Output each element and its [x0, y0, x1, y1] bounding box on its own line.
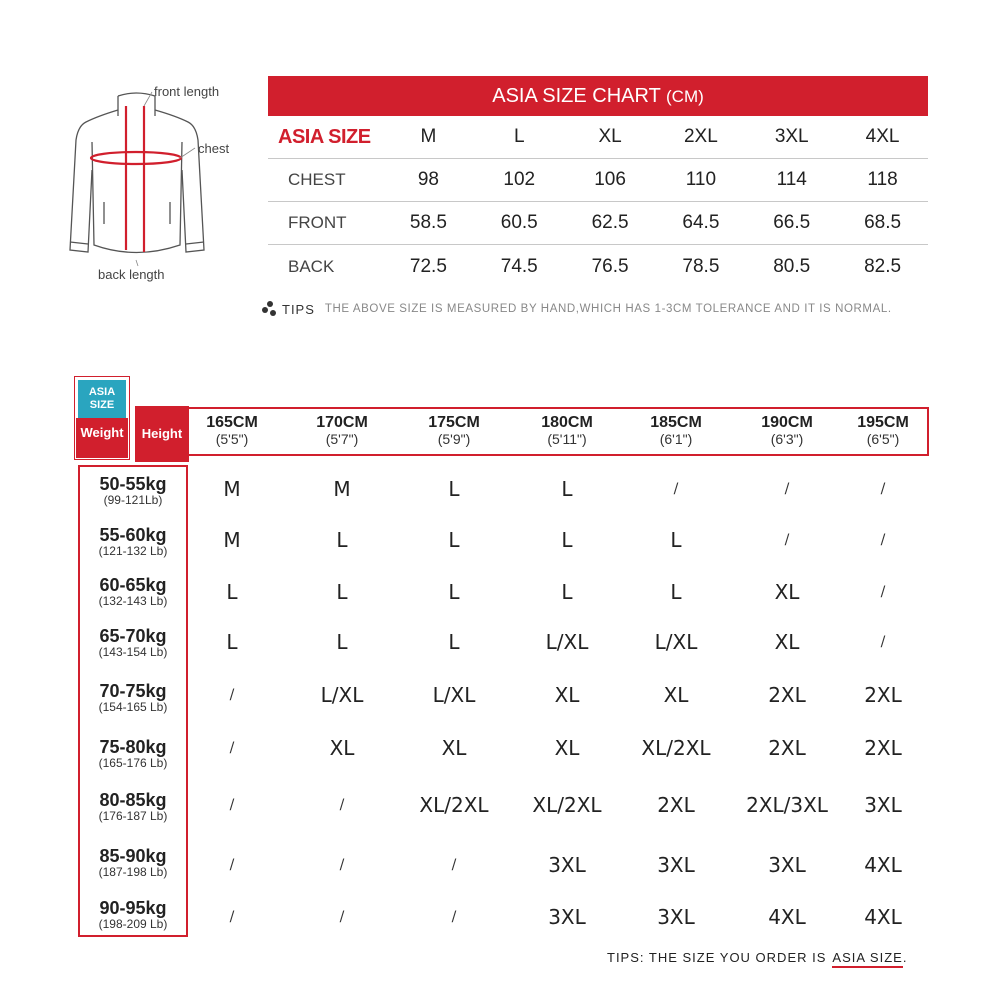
size-cell: 3XL [548, 905, 586, 929]
size-cell: 2XL [768, 736, 806, 760]
size-chart-title [268, 76, 928, 116]
size-cell: L/XL [545, 630, 589, 654]
table-cell: 64.5 [682, 212, 720, 233]
height-ft: (5'11") [547, 431, 587, 447]
weight-row-label [78, 899, 188, 931]
size-cell: L/XL [320, 683, 364, 707]
size-cell: L [226, 630, 238, 654]
height-header-cell [621, 414, 731, 447]
size-cell: 2XL [768, 683, 806, 707]
size-cell: XL [774, 580, 800, 604]
size-cell: L [448, 528, 460, 552]
size-cell: / [784, 481, 790, 497]
table-cell: 58.5 [409, 212, 447, 233]
size-cell: L [226, 580, 238, 604]
weight-row-label [78, 682, 188, 714]
size-cell: L/XL [654, 630, 698, 654]
height-ft: (6'5") [866, 431, 900, 447]
height-header-cell [287, 414, 397, 447]
table-cell: 114 [776, 169, 807, 190]
size-cell: / [339, 857, 345, 873]
height-cm: 190CM [761, 414, 813, 431]
weight-kg: 55-60kg [99, 525, 167, 545]
size-chart-header-row [268, 116, 928, 159]
size-cell: / [880, 481, 886, 497]
order-tips-end: . [902, 950, 908, 965]
weight-row-label [78, 627, 188, 659]
chest-label: chest [198, 141, 230, 156]
size-cell: 3XL [548, 853, 586, 877]
size-cell: L [336, 630, 348, 654]
header-cell: M [420, 126, 437, 147]
header-cell: L [513, 126, 525, 147]
height-cm: 180CM [541, 414, 593, 431]
size-cell: M [223, 528, 241, 552]
size-cell: L [448, 477, 460, 501]
size-cell: 2XL [864, 683, 902, 707]
size-cell: XL [329, 736, 355, 760]
weight-row-label [78, 847, 188, 879]
size-cell: / [339, 909, 345, 925]
weight-lb: (154-165 Lb) [98, 700, 168, 714]
weight-lb: (165-176 Lb) [98, 756, 168, 770]
table-cell: 62.5 [591, 212, 629, 233]
size-cell: L [670, 580, 682, 604]
height-ft: (6'3") [770, 431, 804, 447]
size-cell: / [229, 909, 235, 925]
weight-kg: 65-70kg [99, 626, 167, 646]
table-cell: 72.5 [409, 255, 447, 277]
measurement-tips [262, 301, 892, 317]
table-cell: 106 [594, 169, 626, 190]
size-cell: / [229, 857, 235, 873]
size-cell: 2XL [657, 793, 695, 817]
size-cell: / [784, 532, 790, 548]
front-length-label: front length [154, 84, 220, 99]
height-ft: (6'1") [659, 431, 693, 447]
weight-lb: (143-154 Lb) [98, 645, 168, 659]
size-cell: / [673, 481, 679, 497]
size-cell: 4XL [864, 905, 902, 929]
table-cell: 68.5 [864, 212, 902, 233]
size-badge-text: SIZE [89, 399, 115, 411]
height-cm: 165CM [206, 414, 258, 431]
size-cell: XL/2XL [532, 793, 602, 817]
weight-kg: 90-95kg [99, 898, 167, 918]
header-cell: 2XL [683, 126, 718, 147]
header-cell: 3XL [774, 126, 809, 147]
table-cell: 74.5 [500, 255, 538, 277]
size-cell: 3XL [864, 793, 902, 817]
weight-kg: 70-75kg [99, 681, 167, 701]
size-cell: 2XL [864, 736, 902, 760]
height-ft: (5'5") [215, 431, 249, 447]
size-cell: XL [441, 736, 467, 760]
table-cell: 76.5 [591, 255, 629, 277]
height-badge: Height [135, 406, 189, 462]
asia-size-chart [268, 76, 928, 288]
height-ft: (5'9") [437, 431, 471, 447]
weight-lb: (99-121Lb) [103, 493, 163, 507]
asia-badge-text: ASIA [88, 386, 116, 398]
size-cell: / [229, 740, 235, 756]
order-tips [607, 950, 907, 965]
weight-row-label [78, 738, 188, 770]
size-cell: L [561, 528, 573, 552]
weight-kg: 60-65kg [99, 575, 167, 595]
order-tips-highlight: ASIA SIZE [832, 950, 902, 968]
table-cell: 98 [417, 169, 439, 190]
weight-lb: (187-198 Lb) [98, 865, 168, 879]
size-cell: 3XL [768, 853, 806, 877]
height-header-cell [177, 414, 287, 447]
size-cell: XL/2XL [641, 736, 711, 760]
size-cell: / [880, 532, 886, 548]
table-cell: 60.5 [500, 212, 538, 233]
size-cell: M [333, 477, 351, 501]
weight-lb: (176-187 Lb) [98, 809, 168, 823]
table-cell: 110 [685, 169, 717, 190]
weight-row-label [78, 791, 188, 823]
back-length-label: back length [98, 267, 165, 282]
size-cell: 4XL [864, 853, 902, 877]
height-header-cell [732, 414, 842, 447]
height-header-cell [399, 414, 509, 447]
size-cell: L [336, 580, 348, 604]
size-cell: / [229, 687, 235, 703]
height-cm: 170CM [316, 414, 368, 431]
tips-label: TIPS [282, 301, 315, 317]
size-chart-row-back [268, 245, 928, 288]
weight-lb: (121-132 Lb) [98, 544, 168, 558]
weight-kg: 75-80kg [99, 737, 167, 757]
size-cell: 4XL [768, 905, 806, 929]
height-header-cell [512, 414, 622, 447]
row-label: FRONT [288, 213, 347, 232]
weight-lb: (132-143 Lb) [98, 594, 168, 608]
order-tips-text: TIPS: THE SIZE YOU ORDER IS [607, 950, 827, 965]
weight-row-label [78, 526, 188, 558]
size-cell: / [451, 857, 457, 873]
table-cell: 66.5 [773, 212, 811, 233]
tips-text: THE ABOVE SIZE IS MEASURED BY HAND,WHICH HAS 1-3CM TOLERANCE AND IT IS NORMAL. [324, 303, 892, 315]
tips-icon [262, 301, 278, 317]
size-cell: / [229, 797, 235, 813]
asia-size-badge [78, 380, 126, 418]
size-cell: / [451, 909, 457, 925]
table-cell: 82.5 [864, 255, 902, 277]
size-cell: XL [554, 736, 580, 760]
size-chart-row-chest [268, 159, 928, 202]
height-cm: 185CM [650, 414, 702, 431]
size-chart-unit: (CM) [666, 87, 704, 106]
weight-kg: 50-55kg [99, 474, 167, 494]
weight-badge: Weight [76, 418, 128, 458]
height-cm: 175CM [428, 414, 480, 431]
size-cell: 3XL [657, 905, 695, 929]
size-cell: / [339, 797, 345, 813]
weight-kg: 85-90kg [99, 846, 167, 866]
row-label: CHEST [288, 170, 346, 189]
size-cell: 3XL [657, 853, 695, 877]
size-cell: L [561, 477, 573, 501]
jacket-illustration [40, 60, 270, 295]
table-cell: 80.5 [773, 255, 811, 277]
size-cell: L/XL [432, 683, 476, 707]
weight-kg: 80-85kg [99, 790, 167, 810]
table-cell: 118 [867, 169, 898, 190]
header-cell: 4XL [865, 126, 900, 147]
size-cell: XL/2XL [419, 793, 489, 817]
size-cell: L [448, 630, 460, 654]
size-cell: L [448, 580, 460, 604]
size-cell: / [880, 584, 886, 600]
size-cell: / [880, 634, 886, 650]
weight-row-label [78, 576, 188, 608]
size-cell: L [561, 580, 573, 604]
size-cell: L [336, 528, 348, 552]
size-cell: XL [663, 683, 689, 707]
size-cell: 2XL/3XL [746, 793, 828, 817]
size-cell: L [670, 528, 682, 552]
weight-row-label [78, 475, 188, 507]
height-header-cell [828, 414, 938, 447]
size-cell: M [223, 477, 241, 501]
header-cell: XL [598, 126, 622, 147]
size-chart-row-front [268, 202, 928, 245]
table-cell: 78.5 [682, 255, 720, 277]
table-cell: 102 [503, 169, 536, 190]
size-chart-title-text: ASIA SIZE CHART [492, 85, 661, 107]
height-cm: 195CM [857, 414, 909, 431]
row-label: BACK [288, 256, 335, 276]
header-cell: ASIA SIZE [278, 125, 371, 148]
weight-lb: (198-209 Lb) [98, 917, 168, 931]
size-cell: XL [774, 630, 800, 654]
height-ft: (5'7") [325, 431, 359, 447]
size-cell: XL [554, 683, 580, 707]
